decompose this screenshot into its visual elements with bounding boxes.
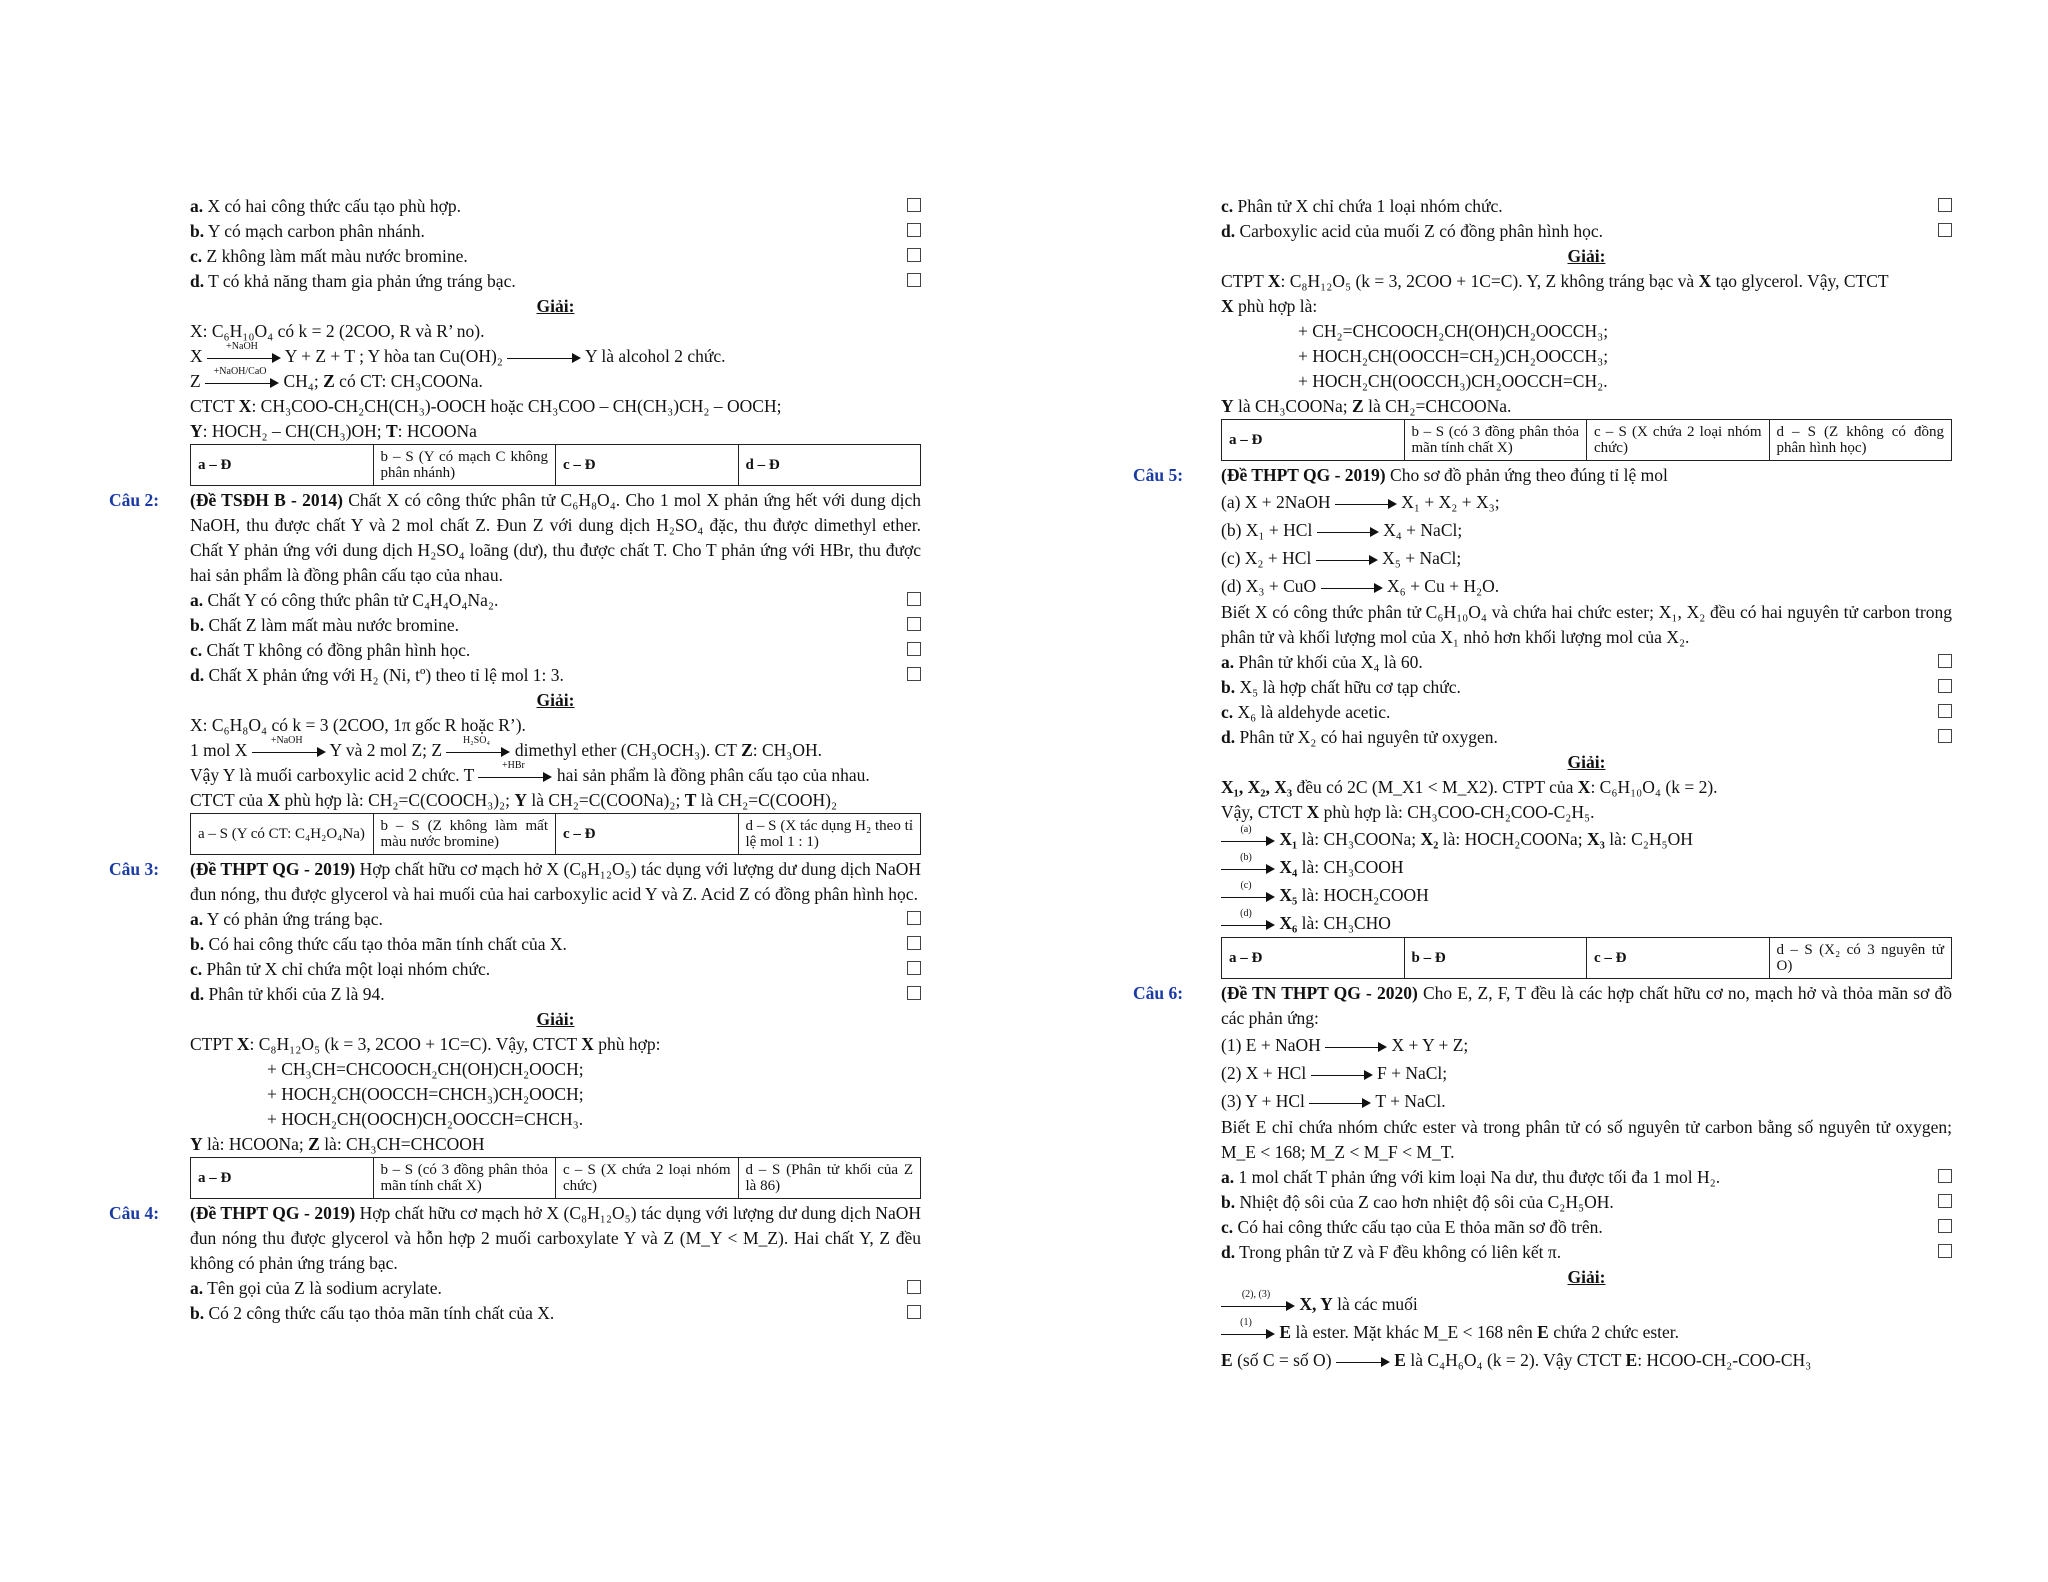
question-text: (Đề TSĐH B - 2014) Chất X có công thức phân tử C₆H₈O₄. Cho 1 mol X phản ứng hết với dung dịch NaOH, thu được chất Y và 2 mol chất Z. Đun Z với dung dịch H₂SO₄ đặc, thu được dimethyl ether. Chất Y phản ứng với dung dịch H₂SO₄ loãng (dư), thu được chất T. Cho T phản ứng với HBr, thu được hai sản phẩm là đồng phân cấu tạo của nhau. <box>190 490 921 585</box>
answer-checkbox[interactable] <box>1938 679 1952 693</box>
q1-option-a: a. X có hai công thức cấu tạo phù hợp. <box>109 194 921 219</box>
answer-checkbox[interactable] <box>907 198 921 212</box>
answer-checkbox[interactable] <box>907 642 921 656</box>
q5-info: Biết X có công thức phân tử C₆H₁₀O₄ và chứa hai chức ester; X₁, X₂ đều có hai nguyên tử carbon trong phân tử và khối lượng mol của X₁ nhỏ hơn khối lượng mol của X₂. <box>1221 602 1952 647</box>
reaction-arrow-icon: (c) <box>1221 890 1275 904</box>
answer-cell: a – Đ <box>191 445 374 486</box>
solution-heading: Giải: <box>536 296 575 316</box>
q5-option-d: d. Phân tử X₂ có hai nguyên tử oxygen. <box>1140 725 1952 750</box>
q5-solution-step: (d) X₆ là: CH₃CHO <box>1140 909 1952 937</box>
reaction-arrow-icon <box>1335 497 1397 511</box>
answer-checkbox[interactable] <box>1938 1169 1952 1183</box>
q3-solution-line: CTPT X: C₈H₁₂O₅ (k = 3, 2COO + 1C=C). Vậy, CTCT X phù hợp: <box>190 1034 661 1054</box>
solution-heading: Giải: <box>1567 752 1606 772</box>
question-number: Câu 2: <box>109 490 160 510</box>
q1-solution-line: Z +NaOH/CaO CH₄; Z có CT: CH₃COONa. <box>190 365 483 391</box>
q5-solution-line: X₁, X₂, X₃ đều có 2C (M_X1 < M_X2). CTPT của X: C₆H₁₀O₄ (k = 2). <box>1221 777 1718 797</box>
q6-solution-line: (2), (3) X, Y là các muối <box>1140 1290 1952 1318</box>
answer-cell: b – S (Y có mạch C không phân nhánh) <box>373 445 556 486</box>
q4-solution-line: CTPT X: C₈H₁₂O₅ (k = 3, 2COO + 1C=C). Y, Z không tráng bạc và X tạo glycerol. Vậy, CTCT <box>1221 271 1889 291</box>
q4-solution-line: Y là CH₃COONa; Z là CH₂=CHCOONa. <box>1221 396 1512 416</box>
solution-heading: Giải: <box>536 1009 575 1029</box>
reaction-arrow-icon <box>1325 1040 1387 1054</box>
question-number: Câu 3: <box>109 859 160 879</box>
q4-option-c: c. Phân tử X chỉ chứa 1 loại nhóm chức. <box>1140 194 1952 219</box>
q5-solution-step: (a) X₁ là: CH₃COONa; X₂ là: HOCH₂COONa; X₃ là: C₂H₅OH <box>1140 825 1952 853</box>
q6-reaction: (1) E + NaOH X + Y + Z; <box>1221 1035 1469 1055</box>
q1-solution-line: Y: HOCH₂ – CH(CH₃)OH; T: HCOONa <box>190 421 477 441</box>
question-text: (Đề THPT QG - 2019) Hợp chất hữu cơ mạch hở X (C₈H₁₂O₅) tác dụng với lượng dư dung dịch NaOH đun nóng, thu được glycerol và hai muối của hai carboxylic acid Y và Z. Acid Z có đồng phân hình học. <box>190 859 921 904</box>
q5-reaction: (d) X₃ + CuO X₆ + Cu + H₂O. <box>1221 576 1500 596</box>
q1-option-c: c. Z không làm mất màu nước bromine. <box>109 244 921 269</box>
answer-cell: b – S (có 3 đồng phân thỏa mãn tính chất X) <box>373 1158 556 1199</box>
q5-solution-step: (b) X₄ là: CH₃COOH <box>1140 853 1952 881</box>
reaction-arrow-icon <box>1311 1068 1373 1082</box>
q3-option-c: c. Phân tử X chỉ chứa một loại nhóm chức. <box>109 957 921 982</box>
q2-solution-line: Vậy Y là muối carboxylic acid 2 chức. T +HBr hai sản phẩm là đồng phân cấu tạo của nhau. <box>190 759 870 785</box>
answer-checkbox[interactable] <box>907 617 921 631</box>
q3-option-d: d. Phân tử khối của Z là 94. <box>109 982 921 1007</box>
answer-cell: c – Đ <box>1587 938 1770 979</box>
answer-cell: b – Đ <box>1404 938 1587 979</box>
right-column <box>1133 194 1952 1374</box>
reaction-arrow-icon: +NaOH <box>252 745 326 759</box>
answer-cell: b – S (Z không làm mất màu nước bromine) <box>373 814 556 855</box>
answer-cell: b – S (có 3 đồng phân thỏa mãn tính chất X) <box>1404 420 1587 461</box>
q4-formula: + CH₂=CHCOOCH₂CH(OH)CH₂OOCCH₃; <box>1298 321 1609 341</box>
question-4 <box>109 1201 921 1276</box>
question-number: Câu 6: <box>1133 983 1184 1003</box>
question-text: (Đề TN THPT QG - 2020) Cho E, Z, F, T đều là các hợp chất hữu cơ no, mạch hở và thỏa mãn sơ đồ các phản ứng: <box>1221 983 1952 1028</box>
answer-checkbox[interactable] <box>907 223 921 237</box>
q2-option-a: a. Chất Y có công thức phân tử C₄H₄O₄Na₂. <box>109 588 921 613</box>
reaction-arrow-icon: +NaOH <box>207 351 281 365</box>
q5-option-a: a. Phân tử khối của X₄ là 60. <box>1140 650 1952 675</box>
question-number: Câu 5: <box>1133 465 1184 485</box>
q6-solution-line: E (số C = số O) E là C₄H₆O₄ (k = 2). Vậy CTCT E: HCOO-CH₂-COO-CH₃ <box>1221 1350 1812 1370</box>
q2-option-d: d. Chất X phản ứng với H₂ (Ni, tº) theo tỉ lệ mol 1: 3. <box>109 663 921 688</box>
answer-cell: d – Đ <box>738 445 921 486</box>
answer-checkbox[interactable] <box>1938 1244 1952 1258</box>
q3-option-b: b. Có hai công thức cấu tạo thỏa mãn tính chất của X. <box>109 932 921 957</box>
solution-heading: Giải: <box>536 690 575 710</box>
q6-option-a: a. 1 mol chất T phản ứng với kim loại Na dư, thu được tối đa 1 mol H₂. <box>1140 1165 1952 1190</box>
answer-cell: a – Đ <box>191 1158 374 1199</box>
reaction-arrow-icon <box>1316 553 1378 567</box>
question-3 <box>109 857 921 907</box>
answer-checkbox[interactable] <box>1938 1194 1952 1208</box>
reaction-arrow-icon <box>1321 581 1383 595</box>
answer-cell: d – S (X tác dụng H₂ theo tỉ lệ mol 1 : 1) <box>738 814 921 855</box>
q4-formula: + HOCH₂CH(OOCCH=CH₂)CH₂OOCCH₃; <box>1298 346 1609 366</box>
q2-option-b: b. Chất Z làm mất màu nước bromine. <box>109 613 921 638</box>
answer-cell: c – S (X chứa 2 loại nhóm chức) <box>1587 420 1770 461</box>
q3-formula: + HOCH₂CH(OOCCH=CHCH₃)CH₂OOCH; <box>267 1084 584 1104</box>
answer-checkbox[interactable] <box>907 273 921 287</box>
answer-checkbox[interactable] <box>907 667 921 681</box>
reaction-arrow-icon: (1) <box>1221 1327 1275 1341</box>
answer-checkbox[interactable] <box>907 1280 921 1294</box>
q5-option-c: c. X₆ là aldehyde acetic. <box>1140 700 1952 725</box>
question-6 <box>1133 981 1952 1031</box>
answer-checkbox[interactable] <box>1938 198 1952 212</box>
q4-option-b: b. Có 2 công thức cấu tạo thỏa mãn tính chất của X. <box>109 1301 921 1326</box>
q2-solution-line: X: C₆H₈O₄ có k = 3 (2COO, 1π gốc R hoặc R’). <box>190 715 526 735</box>
solution-heading: Giải: <box>1567 1267 1606 1287</box>
answer-checkbox[interactable] <box>907 936 921 950</box>
q1-answer-table <box>190 444 921 486</box>
q1-option-b: b. Y có mạch carbon phân nhánh. <box>109 219 921 244</box>
q4-formula: + HOCH₂CH(OOCCH₃)CH₂OOCCH=CH₂. <box>1298 371 1608 391</box>
answer-checkbox[interactable] <box>907 961 921 975</box>
answer-cell: c – Đ <box>556 445 739 486</box>
left-column <box>109 194 921 1326</box>
q5-reaction: (c) X₂ + HCl X₅ + NaCl; <box>1221 548 1462 568</box>
answer-cell: c – Đ <box>556 814 739 855</box>
reaction-arrow-icon <box>1317 525 1379 539</box>
answer-checkbox[interactable] <box>907 911 921 925</box>
answer-cell: c – S (X chứa 2 loại nhóm chức) <box>556 1158 739 1199</box>
answer-checkbox[interactable] <box>1938 729 1952 743</box>
q6-reaction: (3) Y + HCl T + NaCl. <box>1221 1091 1446 1111</box>
q1-solution-line: X +NaOH Y + Z + T ; Y hòa tan Cu(OH)₂ Y là alcohol 2 chức. <box>190 340 726 366</box>
q3-solution-line: Y là: HCOONa; Z là: CH₃CH=CHCOOH <box>190 1134 485 1154</box>
q5-solution-step: (c) X₅ là: HOCH₂COOH <box>1140 881 1952 909</box>
answer-cell: a – Đ <box>1222 938 1405 979</box>
reaction-arrow-icon: +HBr <box>478 770 552 784</box>
q1-option-d: d. T có khả năng tham gia phản ứng tráng bạc. <box>109 269 921 294</box>
question-text: (Đề THPT QG - 2019) Hợp chất hữu cơ mạch hở X (C₈H₁₂O₅) tác dụng với lượng dư dung dịch NaOH đun nóng thu được glycerol và hỗn hợp 2 muối carboxylate Y và Z (M_Y < M_Z). Hai chất Y, Z đều không có phản ứng tráng bạc. <box>190 1203 921 1273</box>
q6-solution-line: (1) E là ester. Mặt khác M_E < 168 nên E chứa 2 chức ester. <box>1140 1318 1952 1346</box>
question-number: Câu 4: <box>109 1203 160 1223</box>
q5-answer-table <box>1221 937 1952 979</box>
q4-solution-line: X phù hợp là: <box>1221 296 1318 316</box>
reaction-arrow-icon: (b) <box>1221 862 1275 876</box>
q3-option-a: a. Y có phản ứng tráng bạc. <box>109 907 921 932</box>
q5-option-b: b. X₅ là hợp chất hữu cơ tạp chức. <box>1140 675 1952 700</box>
q5-solution-line: Vậy, CTCT X phù hợp là: CH₃COO-CH₂COO-C₂H₅. <box>1221 802 1595 822</box>
reaction-arrow-icon: (a) <box>1221 834 1275 848</box>
answer-cell: d – S (X₂ có 3 nguyên tử O) <box>1769 938 1952 979</box>
q2-answer-table <box>190 813 921 855</box>
reaction-arrow-icon: +NaOH/CaO <box>205 376 279 390</box>
q5-reaction: (b) X₁ + HCl X₄ + NaCl; <box>1221 520 1463 540</box>
reaction-arrow-icon: (2), (3) <box>1221 1299 1295 1313</box>
q6-reaction: (2) X + HCl F + NaCl; <box>1221 1063 1448 1083</box>
question-text: (Đề THPT QG - 2019) Cho sơ đồ phản ứng theo đúng tỉ lệ mol <box>1221 465 1668 485</box>
answer-cell: d – S (Phân tử khối của Z là 86) <box>738 1158 921 1199</box>
q3-formula: + HOCH₂CH(OOCH)CH₂OOCCH=CHCH₃. <box>267 1109 584 1129</box>
reaction-arrow-icon: H₂SO₄ <box>446 745 510 759</box>
q3-answer-table <box>190 1157 921 1199</box>
question-2 <box>109 488 921 588</box>
question-5 <box>1133 463 1952 488</box>
q4-option-a: a. Tên gọi của Z là sodium acrylate. <box>109 1276 921 1301</box>
answer-checkbox[interactable] <box>1938 704 1952 718</box>
q4-option-d: d. Carboxylic acid của muối Z có đồng phân hình học. <box>1140 219 1952 244</box>
q2-solution-line: CTCT của X phù hợp là: CH₂=C(COOCH₃)₂; Y là CH₂=C(COONa)₂; T là CH₂=C(COOH)₂ <box>190 790 838 810</box>
answer-checkbox[interactable] <box>907 986 921 1000</box>
solution-heading: Giải: <box>1567 246 1606 266</box>
answer-checkbox[interactable] <box>907 248 921 262</box>
q6-info: Biết E chỉ chứa nhóm chức ester và trong phân tử có số nguyên tử carbon bằng số nguyên tử oxygen; M_E < 168; M_Z < M_F < M_T. <box>1221 1117 1952 1162</box>
q1-solution-line: X: C₆H₁₀O₄ có k = 2 (2COO, R và R’ no). <box>190 321 485 341</box>
q2-solution-line: 1 mol X +NaOH Y và 2 mol Z; Z H₂SO₄ dimethyl ether (CH₃OCH₃). CT Z: CH₃OH. <box>190 734 823 760</box>
answer-checkbox[interactable] <box>907 592 921 606</box>
q3-formula: + CH₃CH=CHCOOCH₂CH(OH)CH₂OOCH; <box>267 1059 584 1079</box>
q6-option-b: b. Nhiệt độ sôi của Z cao hơn nhiệt độ sôi của C₂H₅OH. <box>1140 1190 1952 1215</box>
answer-cell: a – Đ <box>1222 420 1405 461</box>
q4-answer-table <box>1221 419 1952 461</box>
q6-option-d: d. Trong phân tử Z và F đều không có liên kết π. <box>1140 1240 1952 1265</box>
answer-cell: d – S (Z không có đồng phân hình học) <box>1769 420 1952 461</box>
q2-option-c: c. Chất T không có đồng phân hình học. <box>109 638 921 663</box>
reaction-arrow-icon <box>1336 1355 1390 1369</box>
reaction-arrow-icon <box>1309 1096 1371 1110</box>
answer-checkbox[interactable] <box>907 1305 921 1319</box>
reaction-arrow-icon: (d) <box>1221 918 1275 932</box>
answer-cell: a – S (Y có CT: C₄H₂O₄Na) <box>191 814 374 855</box>
answer-checkbox[interactable] <box>1938 1219 1952 1233</box>
answer-checkbox[interactable] <box>1938 223 1952 237</box>
answer-checkbox[interactable] <box>1938 654 1952 668</box>
q6-option-c: c. Có hai công thức cấu tạo của E thỏa mãn sơ đồ trên. <box>1140 1215 1952 1240</box>
q1-solution-line: CTCT X: CH₃COO-CH₂CH(CH₃)-OOCH hoặc CH₃COO – CH(CH₃)CH₂ – OOCH; <box>190 396 782 416</box>
q5-reaction: (a) X + 2NaOH X₁ + X₂ + X₃; <box>1221 492 1500 512</box>
reaction-arrow-icon <box>507 351 581 365</box>
